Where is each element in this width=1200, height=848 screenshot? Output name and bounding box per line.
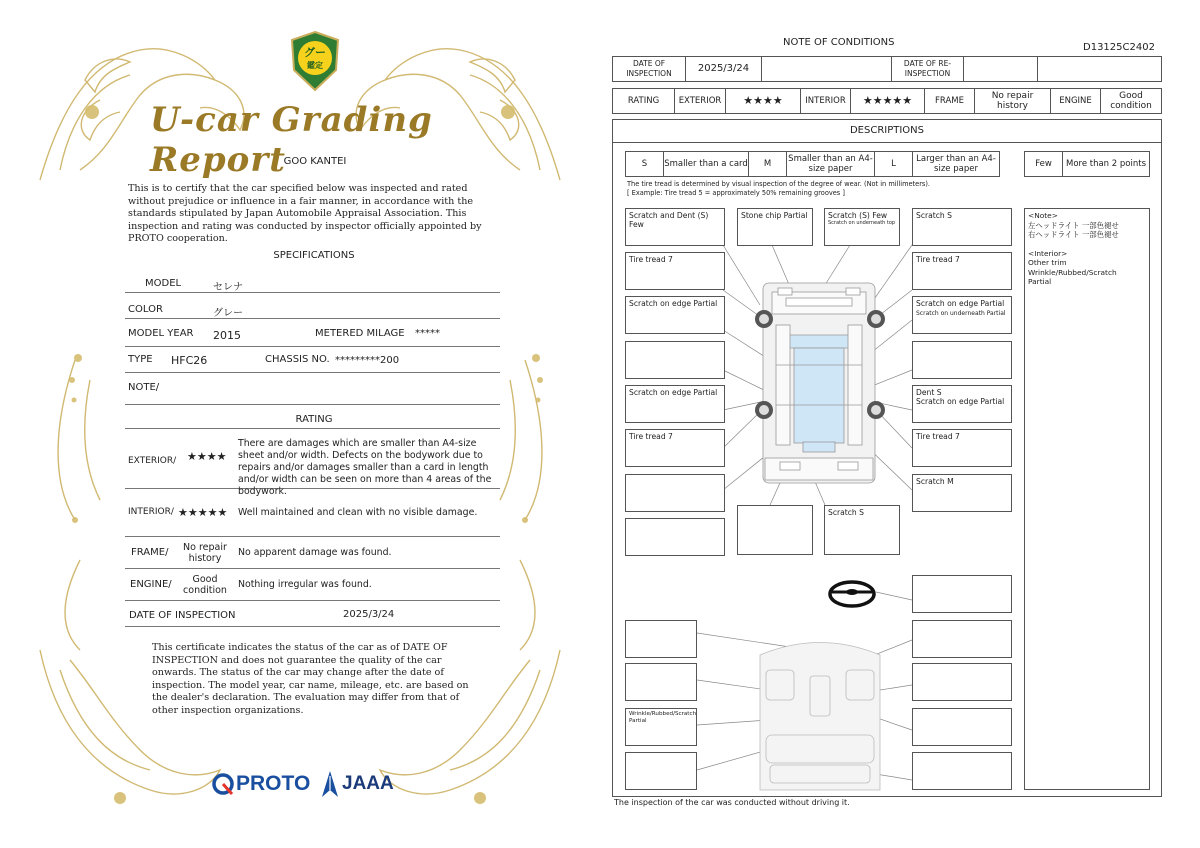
frame-label-cell: FRAME [925, 89, 975, 113]
note-box-left-blank-2 [625, 474, 725, 512]
note-box-front-right-door-text: Scratch on edge Partial [916, 299, 1005, 308]
rating-label: RATING [613, 89, 675, 113]
report-title: U-car Grading Report [150, 100, 433, 180]
chassis-value: *********200 [335, 355, 400, 366]
goo-kantei-badge [288, 30, 342, 92]
note-box-front-right-door-small: Scratch on underneath Partial [916, 310, 1006, 317]
interior-label-cell: INTERIOR [801, 89, 851, 113]
model-year-label: MODEL YEAR [128, 328, 194, 339]
side-interior-line-3: Partial [1028, 277, 1052, 286]
spec-row-note [125, 374, 500, 405]
svg-text:グー: グー [304, 46, 326, 59]
metered-milage-value: ***** [415, 328, 440, 339]
conditions-footer: The inspection of the car was conducted without driving it. [614, 798, 850, 807]
note-of-conditions [600, 0, 1200, 848]
spec-row-year [125, 322, 500, 347]
note-box-front-left-door: Scratch on edge Partial [625, 296, 725, 334]
spec-row-model [125, 270, 500, 293]
report-subtitle: GOO KANTEI [283, 156, 347, 167]
note-box-front-left-bumper: Scratch and Dent (S) Few [625, 208, 725, 246]
side-note-line-1: 左ヘッドライト 一部色褪せ [1028, 220, 1119, 230]
model-value: セレナ [213, 282, 243, 293]
descriptions-heading: DESCRIPTIONS [612, 119, 1162, 143]
note-box-interior-left-1 [625, 620, 697, 658]
side-interior-line-1: Other trim [1028, 258, 1067, 267]
type-label: TYPE [128, 354, 153, 365]
color-value: グレー [213, 308, 243, 319]
note-box-front-right-tire: Tire tread 7 [912, 252, 1012, 290]
side-note-title: <Note> [1028, 211, 1058, 220]
interior-stars-cell: ★★★★★ [851, 89, 925, 113]
note-box-interior-right-3 [912, 708, 1012, 746]
legend-few: Few [1025, 152, 1063, 176]
legend-s: S [626, 152, 664, 176]
jaaa-logo-icon [320, 770, 340, 798]
car-interior-view [760, 643, 880, 791]
certificate-footer: This certificate indicates the status of the car as of DATE OF INSPECTION and does not guarantee the quality of the car onwards. The status of the car may change after the date of inspection. The model year, car name, mileage, etc. are based on the dealer's declaration. The evaluation may differ from that of other inspection organizations. [152, 642, 469, 716]
frame-value: No repair history [183, 542, 227, 564]
frame-value-cell: No repair history [975, 89, 1051, 113]
engine-label: ENGINE/ [130, 579, 172, 590]
model-year-value: 2015 [213, 329, 241, 342]
date-of-inspection-value: 2025/3/24 [686, 57, 762, 81]
note-box-interior-right-4 [912, 752, 1012, 790]
note-box-rear-right-tire: Tire tread 7 [912, 429, 1012, 467]
note-box-interior-right-2 [912, 663, 1012, 701]
note-box-roof-text: Scratch (S) Few [828, 211, 888, 220]
tire-note-line-1: The tire tread is determined by visual inspection of the degree of wear. (Not in millimeters). [627, 180, 931, 188]
metered-milage-label: METERED MILAGE [315, 328, 405, 339]
note-box-rear-right-door-line-2: Scratch on edge Partial [916, 397, 1005, 406]
note-box-interior-left-4 [625, 752, 697, 790]
exterior-description: There are damages which are smaller than A4-size sheet and/or width. Defects on the bodywork due to repairs and/or damages smaller than a card in length and/or width can be seen on more than 4 areas of the bodywork. [238, 438, 492, 497]
legend-l: L [875, 152, 913, 176]
note-box-rear-right-quarter: Scratch M [912, 474, 1012, 512]
rating-divider [125, 428, 500, 429]
jaaa-logo-text: JAAA [342, 773, 394, 794]
note-box-interior-left-2 [625, 663, 697, 701]
inspection-date-label: DATE OF INSPECTION [129, 610, 236, 621]
interior-label: INTERIOR/ [128, 507, 174, 517]
interior-stars: ★★★★★ [178, 506, 228, 519]
side-note-line-2: 右ヘッドライト 一部色褪せ [1028, 230, 1119, 239]
side-interior-title: <Interior> [1028, 248, 1068, 258]
proto-logo-text: PROTO [236, 772, 311, 795]
chassis-label: CHASSIS NO. [265, 354, 330, 365]
legend-l-desc: Larger than an A4-size paper [916, 154, 996, 174]
certificate-intro: This is to certify that the car specified below was inspected and rated without prejudice or influence in a fair manner, in accordance with the standards stipulated by Japan Automobile Appraisal Association. This inspection and rating was conducted by inspector officially appointed by PROTO cooperation. [128, 183, 482, 245]
engine-description: Nothing irregular was found. [238, 579, 372, 590]
legend-s-desc: Smaller than a card [664, 152, 749, 176]
exterior-label-cell: EXTERIOR [675, 89, 726, 113]
date-of-inspection-label: DATE OF INSPECTION [613, 57, 686, 81]
engine-value: Good condition [183, 574, 227, 596]
inspection-date-value: 2025/3/24 [343, 609, 395, 620]
note-box-roof [824, 208, 900, 246]
color-label: COLOR [128, 304, 163, 315]
model-label: MODEL [145, 278, 182, 289]
note-box-rear-blank [737, 505, 813, 555]
exterior-stars: ★★★★ [187, 450, 227, 463]
note-box-left-blank-3 [625, 518, 725, 556]
note-box-rear-left-tire: Tire tread 7 [625, 429, 725, 467]
frame-description: No apparent damage was found. [238, 547, 392, 558]
side-notes-panel [1024, 208, 1150, 790]
note-box-steering [912, 575, 1012, 613]
report-id: D13125C2402 [1083, 42, 1155, 53]
reinspection-label: DATE OF RE-INSPECTION [892, 57, 964, 81]
logo-area [212, 770, 402, 800]
inspection-date-row [125, 602, 500, 627]
frame-label: FRAME/ [131, 547, 169, 558]
note-box-front-left-tire: Tire tread 7 [625, 252, 725, 290]
rating-heading: RATING [295, 414, 333, 425]
rating-row-interior [125, 496, 500, 537]
exterior-stars-cell: ★★★★ [726, 89, 801, 113]
specifications-heading: SPECIFICATIONS [273, 250, 355, 261]
note-box-interior-right-1 [912, 620, 1012, 658]
rating-row-frame [125, 538, 500, 569]
note-box-interior-left-3: Wrinkle/Rubbed/Scratch Partial [625, 708, 697, 746]
note-box-left-blank-1 [625, 341, 725, 379]
proto-logo-icon [212, 772, 234, 796]
legend-few-desc: More than 2 points [1065, 159, 1146, 169]
engine-value-cell: Good condition [1110, 91, 1152, 111]
legend-m-desc: Smaller than an A4-size paper [787, 152, 875, 176]
note-box-front-right-bumper: Scratch S [912, 208, 1012, 246]
side-interior-line-2: Wrinkle/Rubbed/Scratch [1028, 267, 1117, 277]
note-box-rear-left-door: Scratch on edge Partial [625, 385, 725, 423]
spec-row-type [125, 348, 500, 373]
note-box-hood: Stone chip Partial [737, 208, 813, 246]
rating-row-exterior [125, 434, 500, 497]
car-top-view [763, 283, 875, 483]
engine-label-cell: ENGINE [1051, 89, 1101, 113]
rating-row-engine [125, 570, 500, 601]
interior-description: Well maintained and clean with no visible damage. [238, 507, 478, 518]
steering-wheel-icon [830, 582, 874, 606]
legend-m: M [749, 152, 787, 176]
type-value: HFC26 [171, 354, 208, 367]
note-box-roof-small: Scratch on underneath top [828, 220, 896, 226]
tire-note-line-2: [ Example: Tire tread 5 = approximately 50% remaining grooves ] [627, 188, 845, 197]
note-box-rear-right-door [912, 385, 1012, 423]
exterior-label: EXTERIOR/ [128, 456, 177, 466]
note-box-rear-right-door-line-1: Dent S [916, 388, 942, 397]
note-box-rear-bumper: Scratch S [824, 505, 900, 555]
conditions-title: NOTE OF CONDITIONS [783, 37, 895, 48]
spec-row-color [125, 296, 500, 319]
svg-text:鑑定: 鑑定 [307, 61, 323, 70]
note-box-right-blank-1 [912, 341, 1012, 379]
note-label: NOTE/ [128, 382, 160, 393]
note-box-front-right-door [912, 296, 1012, 334]
